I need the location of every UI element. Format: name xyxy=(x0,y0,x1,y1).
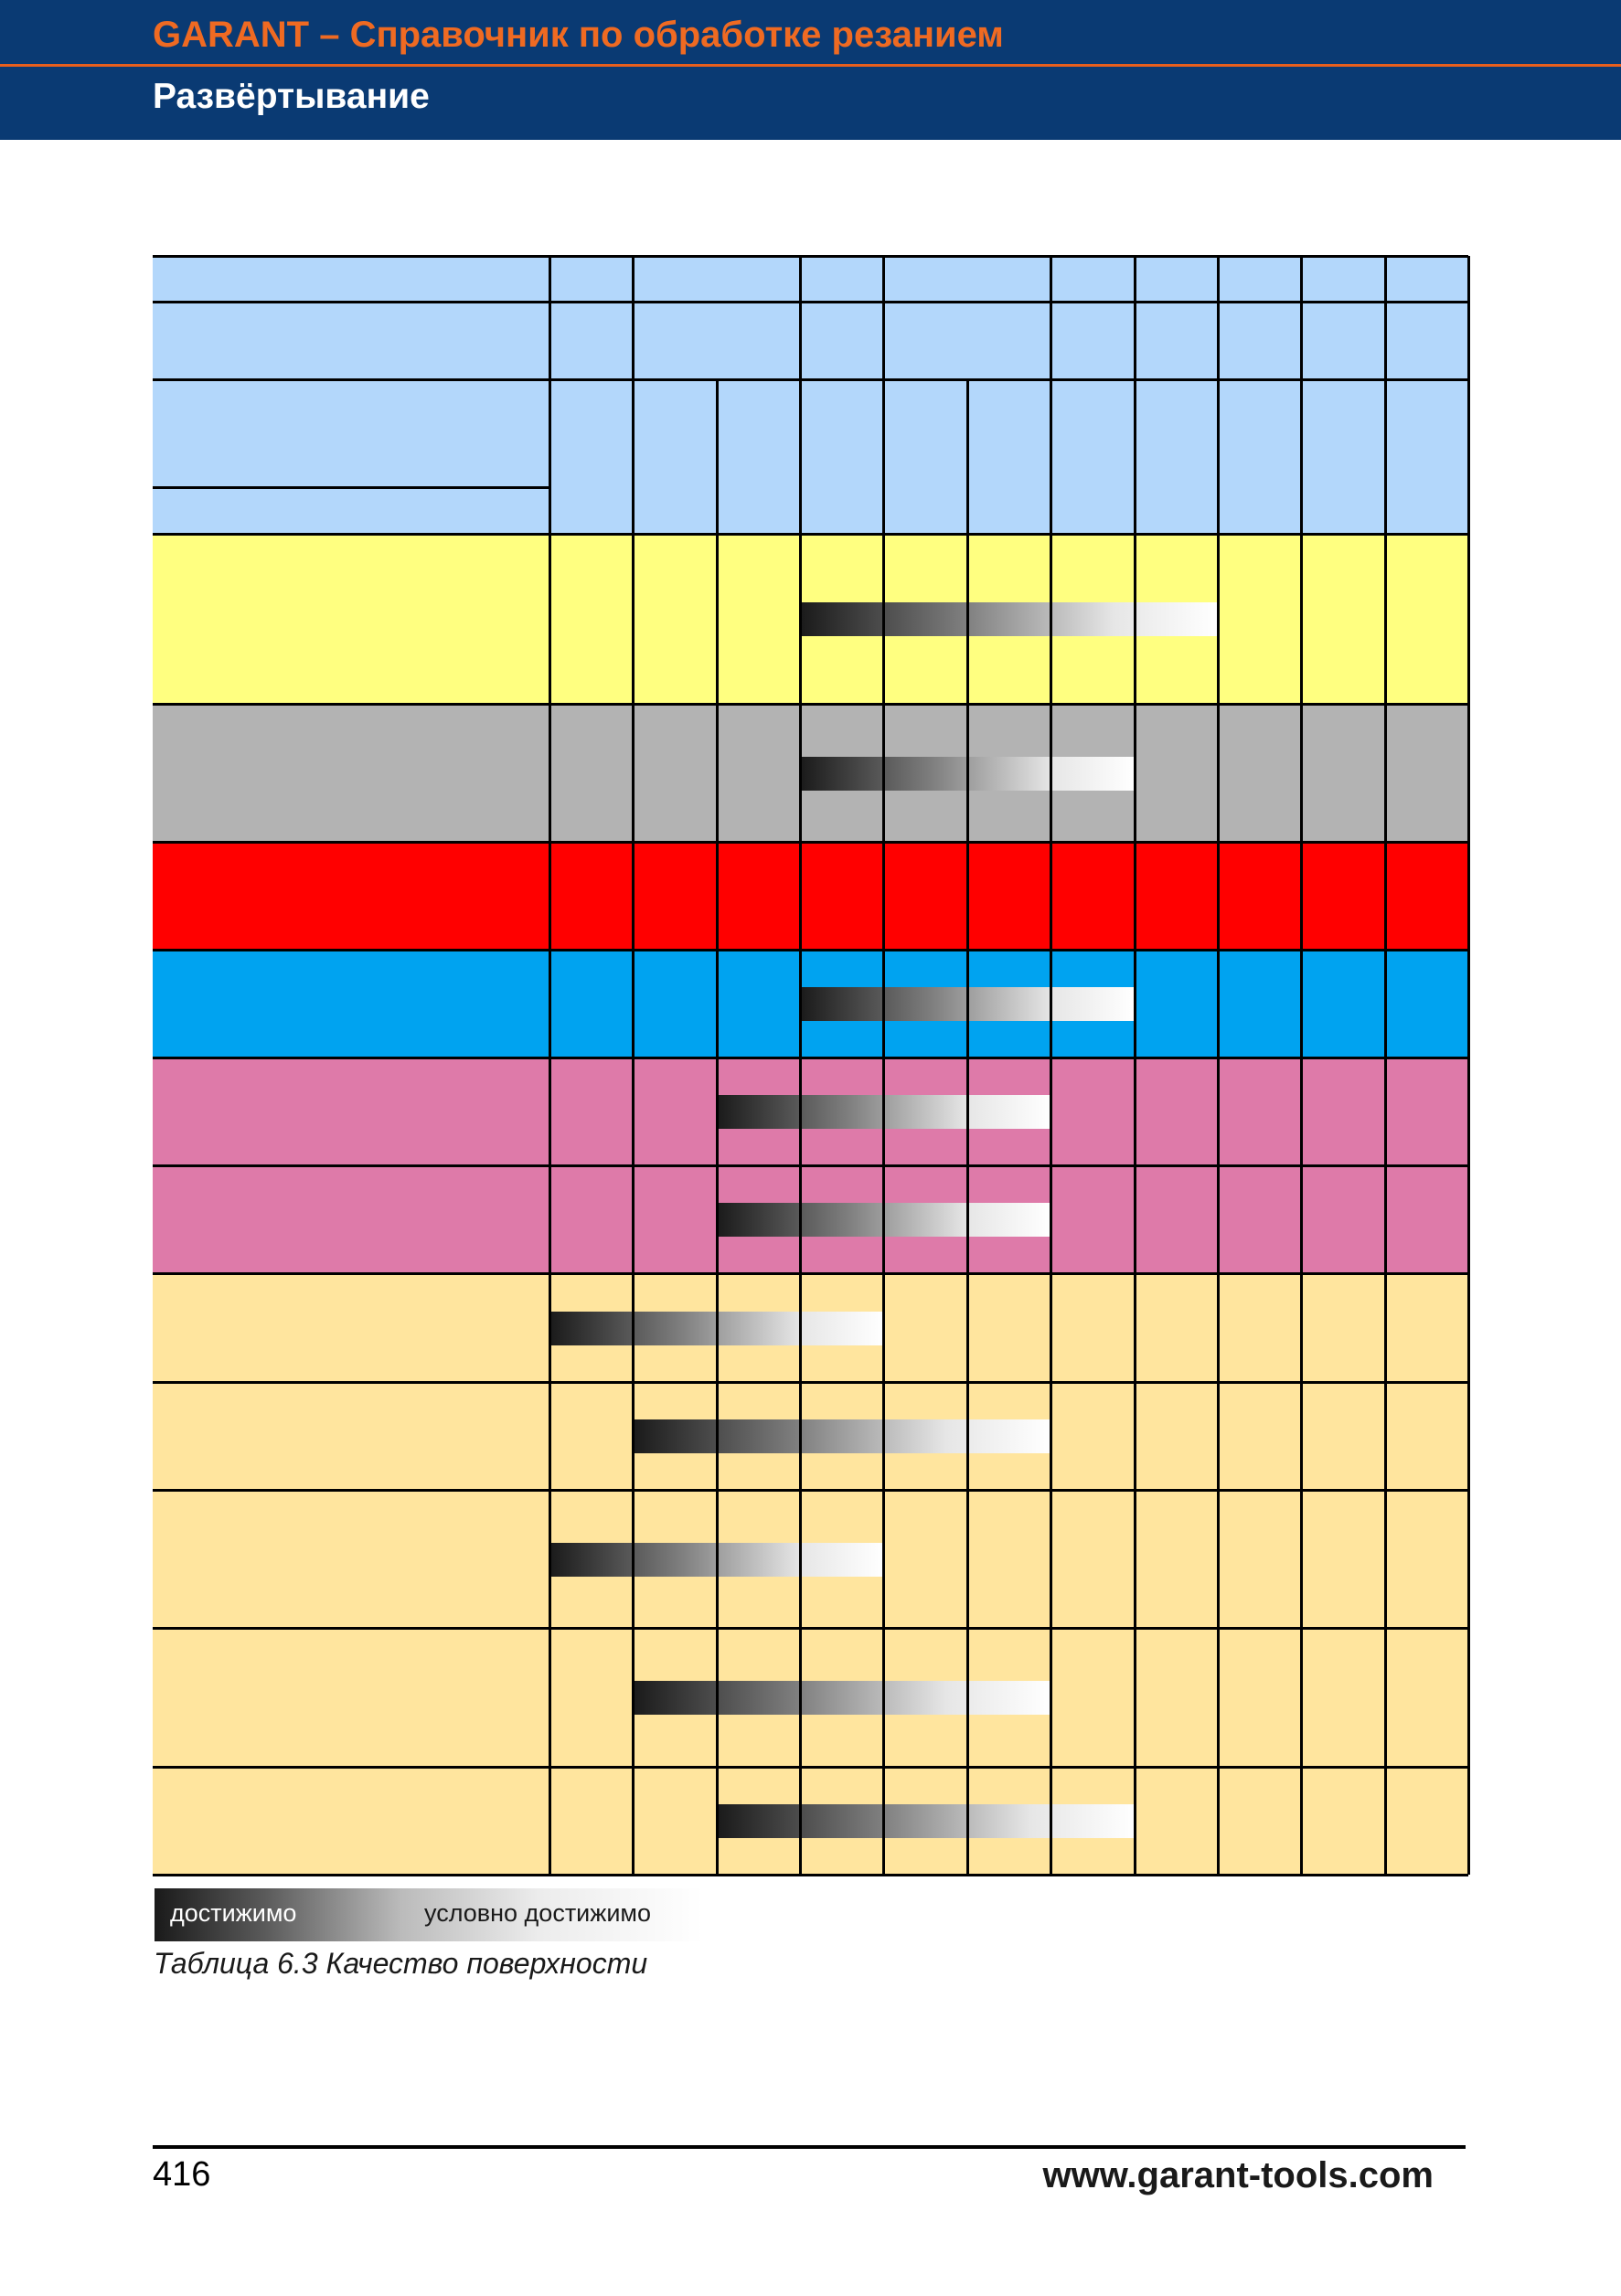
range-bar xyxy=(633,1681,1050,1715)
table-rule xyxy=(153,301,1468,303)
table-rule xyxy=(1300,256,1303,379)
table-rule xyxy=(153,1874,1468,1876)
material-row-bg xyxy=(153,842,1468,950)
table-caption: Таблица 6.3 Качество поверхности xyxy=(154,1947,648,1980)
table-rule xyxy=(1217,256,1220,379)
table-rule xyxy=(153,1057,1468,1059)
table-rule xyxy=(1467,379,1470,1875)
table-rule xyxy=(1134,256,1136,379)
table-rule xyxy=(882,256,885,379)
table-rule xyxy=(153,1272,1468,1275)
table-rule xyxy=(1050,379,1052,1875)
table-rule xyxy=(153,486,549,489)
table-rule xyxy=(153,1627,1468,1630)
table-rule xyxy=(153,1489,1468,1492)
table-rule xyxy=(153,841,1468,844)
table-rule xyxy=(1050,256,1052,379)
header-title: GARANT – Справочник по обработке резанием xyxy=(153,15,1004,55)
table-rule xyxy=(1467,256,1470,379)
table-rule xyxy=(153,949,1468,951)
table-rule xyxy=(153,533,1468,536)
table-rule xyxy=(1134,379,1136,1875)
table-rule xyxy=(1300,379,1303,1875)
table-rule xyxy=(153,1766,1468,1769)
range-bar xyxy=(717,1804,1135,1838)
page-number: 416 xyxy=(153,2155,211,2194)
table-rule xyxy=(716,379,719,1875)
table-rule xyxy=(799,379,802,1875)
table-rule xyxy=(632,379,635,1875)
table-rule xyxy=(882,379,885,1875)
table-rule xyxy=(632,256,635,379)
table-rule xyxy=(153,1381,1468,1384)
range-bar xyxy=(633,1419,1050,1453)
range-bar xyxy=(800,602,1218,636)
table-rule xyxy=(966,379,969,1875)
header-rows-bg xyxy=(153,256,1468,534)
table-rule xyxy=(153,255,1468,258)
table-rule xyxy=(549,256,551,1875)
table-rule xyxy=(1384,379,1387,1875)
legend-achievable: достижимо xyxy=(170,1899,297,1927)
table-rule xyxy=(799,256,802,379)
table-rule xyxy=(1217,379,1220,1875)
table-rule xyxy=(153,1164,1468,1167)
footer-url: www.garant-tools.com xyxy=(1042,2155,1434,2195)
table-rule xyxy=(153,703,1468,706)
footer-divider xyxy=(153,2145,1466,2149)
header-subtitle: Развёртывание xyxy=(153,77,430,116)
table-rule xyxy=(153,378,1468,381)
legend-conditionally-achievable: условно достижимо xyxy=(424,1899,651,1927)
table-rule xyxy=(1384,256,1387,379)
